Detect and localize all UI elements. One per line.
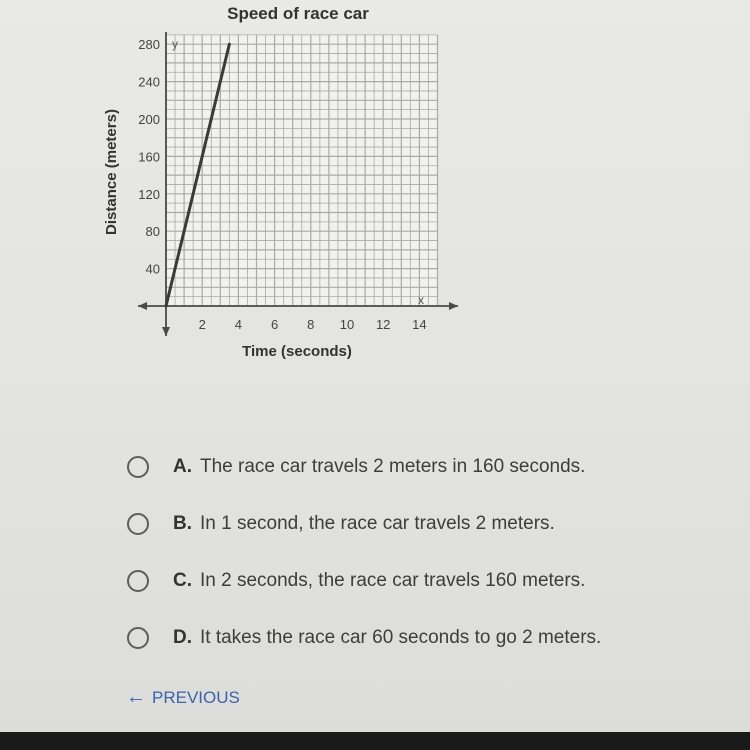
radio-c[interactable]	[127, 570, 149, 592]
arrow-left-icon: ←	[126, 686, 146, 708]
x-tick-label: 10	[339, 317, 355, 332]
option-c-letter: C.	[173, 569, 192, 591]
y-tick-label: 80	[145, 224, 160, 240]
option-c-text: In 2 seconds, the race car travels 160 meters.	[200, 569, 586, 591]
x-tick-label: 2	[198, 317, 206, 332]
option-a[interactable]	[127, 438, 601, 495]
y-tick-label: 160	[138, 149, 160, 165]
x-axis-title: Time (seconds)	[242, 343, 352, 360]
x-axis-arrow-left	[138, 302, 147, 310]
grid	[166, 35, 438, 306]
y-tick-labels	[138, 37, 160, 276]
option-a-letter: A.	[173, 455, 192, 477]
x-tick-label: 12	[375, 317, 391, 332]
x-axis-arrow-right	[449, 302, 458, 310]
y-tick-label: 40	[145, 261, 160, 277]
y-axis-arrow-down	[162, 327, 170, 336]
option-b[interactable]	[127, 495, 601, 552]
option-b-letter: B.	[173, 512, 192, 534]
radio-b[interactable]	[127, 513, 149, 535]
option-a-text: The race car travels 2 meters in 160 seconds.	[200, 455, 586, 477]
x-axis-letter: x	[418, 293, 424, 307]
option-d-text: It takes the race car 60 seconds to go 2 meters.	[200, 626, 602, 648]
option-b-text: In 1 second, the race car travels 2 meters.	[200, 512, 555, 534]
radio-a[interactable]	[127, 456, 149, 478]
bottom-bar	[0, 732, 750, 750]
x-tick-label: 14	[412, 317, 427, 332]
chart-title: Speed of race car	[227, 4, 369, 23]
y-tick-label: 280	[138, 37, 160, 53]
x-tick-label: 4	[234, 317, 243, 332]
option-d[interactable]	[127, 609, 601, 666]
answer-options	[127, 438, 601, 666]
x-tick-labels	[199, 317, 427, 332]
x-tick-label: 8	[307, 317, 315, 332]
radio-d[interactable]	[127, 627, 149, 649]
x-tick-label: 6	[270, 317, 279, 332]
y-tick-label: 240	[138, 74, 160, 90]
previous-button[interactable]	[126, 686, 240, 709]
y-tick-label: 120	[138, 186, 160, 202]
previous-label: PREVIOUS	[152, 687, 240, 707]
y-axis-title: Distance (meters)	[103, 109, 120, 235]
y-tick-label: 200	[138, 112, 160, 127]
option-d-letter: D.	[173, 626, 192, 648]
y-axis-letter: y	[172, 37, 178, 51]
option-c[interactable]	[127, 552, 601, 609]
